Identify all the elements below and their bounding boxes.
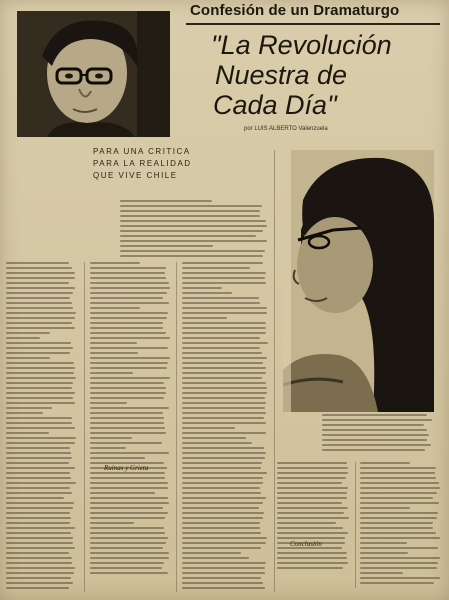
text-line [6, 352, 70, 354]
text-column-5 [360, 462, 440, 588]
text-line [90, 347, 168, 349]
subhead-column-2: Ruinas y Grieta [104, 464, 149, 472]
text-line [182, 492, 261, 494]
text-line [277, 517, 349, 519]
text-line [120, 235, 256, 237]
text-line [6, 387, 72, 389]
text-line [182, 317, 227, 319]
text-line [90, 472, 165, 474]
text-line [6, 367, 75, 369]
text-line [6, 322, 72, 324]
text-line [277, 467, 348, 469]
text-line [6, 567, 75, 569]
text-line [6, 392, 75, 394]
text-line [90, 407, 169, 409]
text-line [6, 267, 72, 269]
text-line [360, 542, 407, 544]
text-line [90, 557, 169, 559]
text-line [120, 205, 262, 207]
text-line [182, 372, 266, 374]
text-line [90, 502, 169, 504]
text-line [182, 567, 265, 569]
text-line [277, 532, 348, 534]
text-line [182, 307, 267, 309]
text-line [6, 407, 52, 409]
text-line [277, 492, 347, 494]
text-line [6, 497, 64, 499]
text-line [90, 497, 168, 499]
text-line [90, 492, 155, 494]
text-line [182, 287, 222, 289]
text-line [277, 462, 347, 464]
text-line [6, 417, 72, 419]
text-line [182, 387, 267, 389]
text-line [360, 562, 438, 564]
text-line [90, 562, 164, 564]
text-line [182, 437, 246, 439]
text-line [6, 457, 72, 459]
text-line [182, 367, 266, 369]
text-line [182, 527, 260, 529]
text-line [6, 582, 73, 584]
text-line [6, 532, 71, 534]
text-line [90, 412, 163, 414]
text-line [90, 352, 138, 354]
text-line [6, 537, 73, 539]
text-line [277, 507, 348, 509]
text-line [182, 412, 266, 414]
text-line [90, 277, 166, 279]
text-line [6, 377, 76, 379]
text-line [90, 512, 168, 514]
text-line [6, 452, 71, 454]
text-line [277, 497, 347, 499]
text-line [6, 512, 70, 514]
text-line [90, 377, 170, 379]
article-lead [93, 146, 233, 182]
text-line [90, 302, 169, 304]
headline-line-3: Cada Día" [213, 90, 337, 120]
text-line [90, 282, 169, 284]
text-line [90, 402, 127, 404]
text-line [182, 497, 266, 499]
text-line [277, 487, 348, 489]
text-line [360, 547, 438, 549]
text-column-1 [6, 262, 76, 592]
column-rule-4 [355, 462, 356, 588]
text-line [90, 522, 134, 524]
text-line [6, 307, 73, 309]
text-line [90, 477, 165, 479]
text-line [182, 472, 267, 474]
text-line [182, 392, 267, 394]
text-line [182, 542, 266, 544]
text-line [182, 482, 263, 484]
text-line [90, 487, 168, 489]
text-line [360, 537, 440, 539]
text-line [6, 527, 75, 529]
headline-line-2: Nuestra de [215, 60, 348, 90]
text-line [90, 392, 166, 394]
text-line [6, 467, 75, 469]
text-line [90, 272, 165, 274]
text-line [90, 292, 167, 294]
text-line [6, 442, 75, 444]
text-line [6, 282, 69, 284]
text-line [6, 492, 72, 494]
text-line [6, 547, 75, 549]
subhead-column-4: Conclusión [290, 540, 322, 548]
text-line [90, 432, 166, 434]
text-line [90, 307, 140, 309]
text-line [182, 477, 263, 479]
text-line [120, 255, 263, 257]
text-line [90, 457, 145, 459]
text-line [90, 287, 170, 289]
text-line [6, 382, 73, 384]
text-line [360, 477, 436, 479]
text-line [6, 552, 69, 554]
text-line [182, 357, 267, 359]
portrait-photo-right [283, 150, 434, 412]
text-column-4 [277, 462, 349, 588]
text-line [182, 547, 261, 549]
text-line [360, 557, 440, 559]
text-line [360, 502, 439, 504]
text-line [182, 572, 265, 574]
kicker-rule [186, 23, 440, 25]
text-line [182, 517, 263, 519]
text-line [90, 322, 163, 324]
lead-line-3: QUE VIVE CHILE [93, 171, 178, 180]
text-line [182, 312, 267, 314]
text-line [6, 517, 71, 519]
text-line [360, 487, 440, 489]
text-line [90, 537, 168, 539]
text-line [90, 547, 163, 549]
text-line [6, 332, 50, 334]
text-line [120, 230, 263, 232]
text-line [90, 312, 168, 314]
text-line [90, 532, 165, 534]
text-line [90, 357, 170, 359]
text-line [6, 562, 72, 564]
text-line [6, 327, 75, 329]
text-line [182, 332, 266, 334]
text-line [90, 452, 169, 454]
text-line [182, 557, 249, 559]
text-line [322, 439, 427, 441]
text-line [90, 317, 167, 319]
text-line [120, 200, 212, 202]
text-line [6, 482, 76, 484]
intro-paragraph [120, 200, 268, 258]
text-line [182, 417, 264, 419]
text-line [6, 447, 70, 449]
text-line [120, 250, 265, 252]
text-line [90, 552, 169, 554]
text-line [182, 282, 266, 284]
text-line [6, 342, 71, 344]
text-line [182, 402, 266, 404]
text-line [6, 362, 74, 364]
text-line [120, 245, 213, 247]
text-line [182, 272, 266, 274]
text-line [360, 507, 410, 509]
text-line [360, 462, 410, 464]
text-line [277, 522, 336, 524]
text-line [182, 512, 264, 514]
text-line [6, 577, 71, 579]
lead-line-1: PARA UNA CRITICA [93, 147, 191, 156]
text-line [277, 482, 342, 484]
text-line [360, 517, 437, 519]
text-line [277, 537, 345, 539]
text-line [182, 382, 266, 384]
text-line [277, 512, 344, 514]
text-line [90, 267, 166, 269]
text-line [182, 432, 266, 434]
text-line [90, 362, 168, 364]
text-line [6, 422, 72, 424]
text-line [90, 332, 166, 334]
text-line [90, 422, 164, 424]
text-line [6, 462, 69, 464]
text-line [277, 552, 347, 554]
text-line [360, 572, 403, 574]
text-line [6, 557, 72, 559]
text-line [6, 302, 72, 304]
text-line [182, 427, 235, 429]
text-line [90, 297, 163, 299]
article-byline: por LUIS ALBERTO Valenzuela [244, 126, 328, 132]
column-rule-2 [176, 262, 177, 592]
text-line [182, 267, 250, 269]
text-line [182, 552, 241, 554]
text-line [90, 342, 137, 344]
text-line [322, 434, 429, 436]
text-line [90, 417, 164, 419]
text-line [6, 262, 69, 264]
text-line [6, 477, 71, 479]
column-rule-3 [274, 150, 275, 592]
photo-caption [322, 414, 434, 454]
text-line [6, 287, 75, 289]
text-line [120, 215, 260, 217]
text-line [6, 487, 70, 489]
text-line [277, 477, 346, 479]
text-line [360, 482, 439, 484]
text-line [182, 347, 260, 349]
text-line [360, 492, 437, 494]
text-line [277, 562, 348, 564]
text-line [6, 317, 75, 319]
text-line [6, 337, 40, 339]
text-line [182, 337, 260, 339]
text-line [90, 447, 126, 449]
text-line [6, 587, 69, 589]
text-line [322, 429, 427, 431]
text-line [6, 502, 74, 504]
text-line [182, 502, 263, 504]
text-line [182, 507, 259, 509]
text-line [90, 372, 133, 374]
text-line [182, 457, 265, 459]
text-line [6, 277, 75, 279]
text-line [6, 397, 73, 399]
text-line [90, 397, 164, 399]
column-rule-1 [84, 262, 85, 592]
text-line [120, 240, 267, 242]
text-line [360, 512, 438, 514]
lead-line-2: PARA LA REALIDAD [93, 159, 192, 168]
text-line [6, 312, 76, 314]
text-line [90, 337, 170, 339]
text-line [120, 220, 266, 222]
text-line [182, 452, 266, 454]
text-line [90, 527, 164, 529]
text-line [360, 522, 433, 524]
text-column-2 [90, 262, 170, 592]
text-line [182, 302, 260, 304]
portrait-photo-top [17, 11, 170, 137]
text-line [360, 527, 433, 529]
text-line [90, 567, 162, 569]
text-line [360, 577, 440, 579]
text-line [322, 444, 431, 446]
text-line [322, 419, 432, 421]
text-line [120, 210, 260, 212]
text-line [90, 517, 165, 519]
text-line [360, 552, 408, 554]
text-line [182, 532, 261, 534]
text-line [360, 467, 436, 469]
text-line [182, 292, 232, 294]
text-line [360, 497, 433, 499]
text-line [90, 572, 168, 574]
text-line [6, 432, 49, 434]
text-line [182, 297, 259, 299]
text-line [6, 437, 76, 439]
text-line [182, 582, 263, 584]
text-line [182, 327, 266, 329]
text-line [6, 372, 74, 374]
article-kicker: Confesión de un Dramaturgo [190, 2, 400, 19]
text-line [90, 382, 164, 384]
text-line [90, 507, 163, 509]
text-line [90, 427, 165, 429]
text-line [322, 414, 427, 416]
text-line [277, 557, 347, 559]
text-line [277, 527, 343, 529]
text-line [90, 387, 166, 389]
text-line [90, 482, 168, 484]
text-line [182, 397, 265, 399]
text-line [90, 542, 166, 544]
text-line [182, 407, 265, 409]
text-line [182, 447, 264, 449]
text-line [90, 327, 163, 329]
text-line [90, 442, 162, 444]
text-line [6, 572, 74, 574]
text-line [6, 412, 43, 414]
text-line [6, 427, 75, 429]
text-line [6, 542, 73, 544]
text-line [360, 472, 435, 474]
text-line [90, 367, 167, 369]
text-line [360, 582, 434, 584]
text-line [182, 577, 261, 579]
text-line [182, 342, 268, 344]
text-line [322, 424, 424, 426]
text-line [182, 352, 262, 354]
text-line [182, 377, 262, 379]
text-line [90, 437, 132, 439]
text-line [182, 442, 252, 444]
text-line [6, 507, 73, 509]
text-line [182, 462, 262, 464]
text-line [322, 449, 425, 451]
text-line [360, 532, 436, 534]
text-line [6, 472, 70, 474]
text-line [6, 272, 75, 274]
text-line [182, 487, 260, 489]
text-line [182, 322, 266, 324]
text-line [120, 225, 267, 227]
text-line [182, 522, 260, 524]
text-line [182, 422, 266, 424]
text-line [277, 502, 342, 504]
text-line [6, 522, 70, 524]
text-line [182, 562, 266, 564]
text-line [6, 402, 75, 404]
text-line [360, 567, 437, 569]
text-line [6, 292, 73, 294]
text-line [182, 362, 263, 364]
text-line [277, 472, 348, 474]
text-line [6, 357, 50, 359]
text-column-3 [182, 262, 268, 592]
text-line [182, 587, 265, 589]
article-headline [211, 30, 441, 120]
headline-line-1: "La Revolución [211, 30, 392, 60]
text-line [90, 262, 140, 264]
text-line [277, 567, 343, 569]
text-line [182, 277, 265, 279]
text-line [182, 467, 261, 469]
text-line [6, 347, 73, 349]
text-line [182, 537, 267, 539]
text-line [182, 262, 263, 264]
text-line [6, 297, 70, 299]
